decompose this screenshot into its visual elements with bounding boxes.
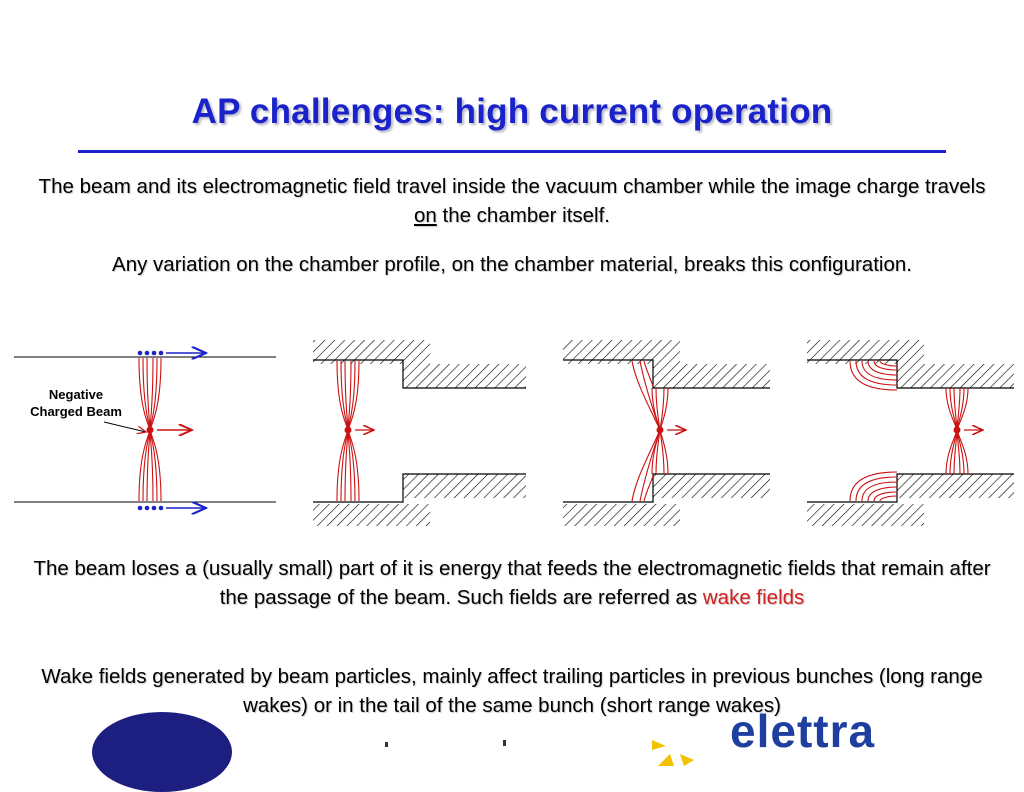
panel-step-transition [563, 340, 770, 526]
logo-fragment [385, 742, 388, 747]
institution-logo-right [730, 712, 930, 768]
logo-fragment [503, 740, 506, 746]
paragraph-energy-loss [30, 554, 994, 612]
logo-right-wordmark: elettra [730, 712, 876, 757]
panel-smooth-pipe [14, 351, 276, 511]
paragraph-variation: Any variation on the chamber profile, on the chamber material, breaks this configuration. [112, 253, 912, 276]
paragraph-wake-effects: Wake fields generated by beam particles, mainly affect trailing particles in previous bunches (long range wakes) or in the tail of the same bunch (short range wakes) [41, 665, 983, 717]
paragraph-beam-field-part2: the chamber itself. [436, 204, 610, 227]
paragraph-energy-loss-text: The beam loses a (usually small) part of it is energy that feeds the electromagnetic fields that remain after the passage of the beam. Such fields are referred as [33, 557, 991, 609]
sun-logo-icon [648, 728, 708, 768]
beam-label-line2: Charged Beam [30, 404, 122, 419]
wakefield-diagram [0, 328, 1024, 533]
institution-logo-left [92, 712, 232, 792]
title-underline [78, 150, 946, 153]
slide-title: AP challenges: high current operation [191, 92, 833, 131]
paragraph-beam-field-part1: The beam and its electromagnetic field travel inside the vacuum chamber while the image charge travels [38, 175, 986, 198]
panel-wake-fields [807, 340, 1014, 526]
panel-step-entry [313, 340, 526, 526]
paragraph-beam-field-on: on [413, 204, 437, 227]
paragraph-beam-field [30, 172, 994, 230]
beam-label-line1: Negative [48, 387, 104, 402]
wake-fields-term: wake fields [702, 586, 805, 609]
